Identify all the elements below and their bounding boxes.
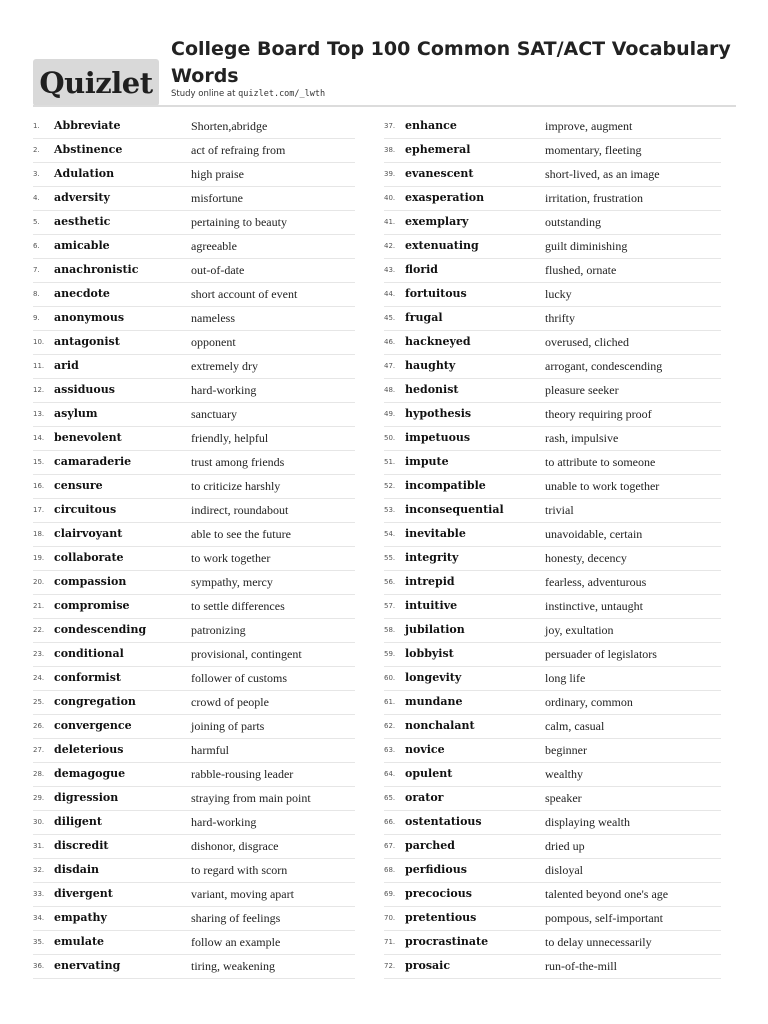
vocab-row: [384, 211, 721, 235]
vocab-definition: unavoidable, certain: [545, 527, 643, 541]
entry-number: 34.: [33, 914, 45, 922]
vocab-term: deleterious: [54, 743, 124, 756]
vocab-definition: follow an example: [191, 935, 281, 949]
vocab-row: [33, 715, 355, 739]
vocab-term: enervating: [54, 959, 121, 972]
vocab-definition: thrifty: [545, 311, 575, 325]
vocab-row: [33, 379, 355, 403]
quizlet-logo[interactable]: [33, 59, 159, 106]
vocab-term: anachronistic: [54, 263, 139, 276]
entry-number: 25.: [33, 698, 45, 706]
entry-number: 71.: [384, 938, 396, 946]
vocab-term: Abstinence: [54, 143, 123, 156]
vocab-row: [33, 163, 355, 187]
vocab-definition: harmful: [191, 743, 229, 757]
entry-number: 45.: [384, 314, 396, 322]
entry-number: 6.: [33, 242, 40, 250]
vocab-row: [33, 115, 355, 139]
vocab-term: impute: [405, 455, 449, 468]
entry-number: 66.: [384, 818, 396, 826]
vocab-row: [33, 139, 355, 163]
vocab-row: [384, 931, 721, 955]
vocab-row: [384, 907, 721, 931]
vocab-term: camaraderie: [54, 455, 132, 468]
vocab-definition: dried up: [545, 839, 585, 853]
vocab-term: assiduous: [54, 383, 115, 396]
vocab-definition: to settle differences: [191, 599, 285, 613]
vocab-term: circuitous: [54, 503, 117, 516]
entry-number: 46.: [384, 338, 396, 346]
entry-number: 48.: [384, 386, 396, 394]
vocab-term: intuitive: [405, 599, 458, 612]
entry-number: 28.: [33, 770, 45, 778]
vocab-row: [384, 139, 721, 163]
vocab-definition: theory requiring proof: [545, 407, 652, 421]
vocab-row: [33, 883, 355, 907]
vocab-row: [33, 787, 355, 811]
vocab-term: empathy: [54, 911, 107, 924]
entry-number: 40.: [384, 194, 396, 202]
study-url-link[interactable]: quizlet.com/_lwth: [238, 89, 326, 99]
vocab-definition: friendly, helpful: [191, 431, 269, 445]
vocab-row: [384, 643, 721, 667]
vocab-definition: act of refraing from: [191, 143, 286, 157]
vocab-row: [384, 283, 721, 307]
vocab-row: [33, 211, 355, 235]
vocab-term: integrity: [405, 551, 459, 564]
vocab-row: [384, 427, 721, 451]
vocab-list-left: [33, 115, 355, 979]
vocab-definition: indirect, roundabout: [191, 503, 289, 517]
vocab-term: enhance: [405, 119, 457, 132]
vocab-row: [384, 235, 721, 259]
vocab-definition: joining of parts: [191, 719, 265, 733]
vocab-term: jubilation: [405, 623, 465, 636]
vocab-definition: outstanding: [545, 215, 601, 229]
vocab-definition: guilt diminishing: [545, 239, 628, 253]
vocab-term: fortuitous: [405, 287, 467, 300]
vocab-definition: short account of event: [191, 287, 298, 301]
vocab-row: [384, 667, 721, 691]
vocab-row: [33, 643, 355, 667]
vocab-row: [33, 811, 355, 835]
vocab-definition: straying from main point: [191, 791, 311, 805]
vocab-definition: long life: [545, 671, 586, 685]
vocab-row: [384, 787, 721, 811]
vocab-row: [33, 403, 355, 427]
vocab-term: hedonist: [405, 383, 459, 396]
vocab-definition: hard-working: [191, 383, 257, 397]
vocab-definition: run-of-the-mill: [545, 959, 617, 973]
vocab-row: [384, 259, 721, 283]
entry-number: 41.: [384, 218, 396, 226]
entry-number: 51.: [384, 458, 396, 466]
vocab-term: lobbyist: [405, 647, 454, 660]
vocab-term: evanescent: [405, 167, 474, 180]
vocab-term: anecdote: [54, 287, 110, 300]
vocab-term: hackneyed: [405, 335, 471, 348]
vocab-row: [33, 187, 355, 211]
vocab-definition: crowd of people: [191, 695, 269, 709]
entry-number: 58.: [384, 626, 396, 634]
vocab-row: [384, 379, 721, 403]
vocab-term: clairvoyant: [54, 527, 123, 540]
vocab-term: conformist: [54, 671, 121, 684]
vocab-definition: rabble-rousing leader: [191, 767, 294, 781]
vocab-term: perfidious: [405, 863, 467, 876]
vocab-term: compassion: [54, 575, 127, 588]
vocab-definition: pleasure seeker: [545, 383, 619, 397]
vocab-definition: to attribute to someone: [545, 455, 656, 469]
entry-number: 52.: [384, 482, 396, 490]
entry-number: 14.: [33, 434, 45, 442]
vocab-term: adversity: [54, 191, 110, 204]
vocab-row: [384, 403, 721, 427]
logo-text: Quizlet: [39, 65, 153, 100]
vocab-row: [384, 811, 721, 835]
entry-number: 29.: [33, 794, 45, 802]
vocab-term: anonymous: [54, 311, 125, 324]
vocab-term: conditional: [54, 647, 124, 660]
entry-number: 24.: [33, 674, 45, 682]
vocab-definition: to work together: [191, 551, 271, 565]
vocab-term: florid: [405, 263, 438, 276]
entry-number: 70.: [384, 914, 396, 922]
vocab-term: discredit: [54, 839, 109, 852]
vocab-definition: able to see the future: [191, 527, 291, 541]
vocab-term: impetuous: [405, 431, 471, 444]
entry-number: 50.: [384, 434, 396, 442]
vocab-definition: to delay unnecessarily: [545, 935, 652, 949]
vocab-definition: persuader of legislators: [545, 647, 657, 661]
vocab-term: frugal: [405, 311, 443, 324]
entry-number: 39.: [384, 170, 396, 178]
vocab-list-right: [384, 115, 721, 979]
vocab-definition: provisional, contingent: [191, 647, 302, 661]
entry-number: 9.: [33, 314, 40, 322]
vocab-term: amicable: [54, 239, 110, 252]
vocab-definition: Shorten,abridge: [191, 119, 268, 133]
vocab-row: [33, 283, 355, 307]
entry-number: 32.: [33, 866, 45, 874]
entry-number: 18.: [33, 530, 45, 538]
vocab-term: collaborate: [54, 551, 124, 564]
vocab-definition: patronizing: [191, 623, 246, 637]
header-divider: [33, 105, 736, 107]
vocab-term: pretentious: [405, 911, 477, 924]
vocab-term: haughty: [405, 359, 456, 372]
vocab-row: [33, 931, 355, 955]
entry-number: 62.: [384, 722, 396, 730]
vocab-definition: arrogant, condescending: [545, 359, 663, 373]
vocab-row: [33, 691, 355, 715]
vocab-term: divergent: [54, 887, 113, 900]
vocab-term: prosaic: [405, 959, 451, 972]
vocab-definition: wealthy: [545, 767, 583, 781]
vocab-row: [384, 475, 721, 499]
entry-number: 15.: [33, 458, 45, 466]
vocab-term: condescending: [54, 623, 147, 636]
vocab-row: [384, 187, 721, 211]
vocab-term: intrepid: [405, 575, 455, 588]
vocab-definition: sanctuary: [191, 407, 237, 421]
vocab-term: disdain: [54, 863, 100, 876]
vocab-term: ostentatious: [405, 815, 482, 828]
entry-number: 12.: [33, 386, 45, 394]
vocab-definition: trust among friends: [191, 455, 285, 469]
vocab-definition: beginner: [545, 743, 587, 757]
vocab-row: [384, 307, 721, 331]
entry-number: 43.: [384, 266, 396, 274]
vocab-term: exasperation: [405, 191, 485, 204]
vocab-definition: speaker: [545, 791, 582, 805]
vocab-term: extenuating: [405, 239, 479, 252]
vocab-term: antagonist: [54, 335, 120, 348]
entry-number: 13.: [33, 410, 45, 418]
entry-number: 19.: [33, 554, 45, 562]
vocab-row: [33, 475, 355, 499]
study-online-line: [171, 89, 325, 99]
entry-number: 49.: [384, 410, 396, 418]
entry-number: 2.: [33, 146, 40, 154]
vocab-row: [384, 331, 721, 355]
vocab-term: benevolent: [54, 431, 122, 444]
vocab-row: [384, 691, 721, 715]
vocab-definition: to regard with scorn: [191, 863, 288, 877]
vocab-term: censure: [54, 479, 103, 492]
entry-number: 42.: [384, 242, 396, 250]
entry-number: 1.: [33, 122, 40, 130]
entry-number: 31.: [33, 842, 45, 850]
vocab-definition: joy, exultation: [545, 623, 614, 637]
entry-number: 33.: [33, 890, 45, 898]
vocab-term: opulent: [405, 767, 453, 780]
vocab-definition: short-lived, as an image: [545, 167, 660, 181]
vocab-row: [384, 355, 721, 379]
vocab-term: demagogue: [54, 767, 126, 780]
vocab-row: [384, 835, 721, 859]
vocab-row: [384, 115, 721, 139]
vocab-definition: nameless: [191, 311, 235, 325]
vocab-definition: displaying wealth: [545, 815, 630, 829]
vocab-term: arid: [54, 359, 79, 372]
vocab-row: [33, 235, 355, 259]
entry-number: 64.: [384, 770, 396, 778]
vocab-row: [33, 499, 355, 523]
entry-number: 11.: [33, 362, 45, 370]
vocab-definition: momentary, fleeting: [545, 143, 642, 157]
vocab-row: [33, 547, 355, 571]
entry-number: 30.: [33, 818, 45, 826]
vocab-row: [384, 883, 721, 907]
entry-number: 37.: [384, 122, 396, 130]
entry-number: 36.: [33, 962, 45, 970]
vocab-definition: overused, cliched: [545, 335, 629, 349]
entry-number: 44.: [384, 290, 396, 298]
vocab-row: [384, 715, 721, 739]
entry-number: 63.: [384, 746, 396, 754]
vocab-row: [384, 499, 721, 523]
entry-number: 54.: [384, 530, 396, 538]
vocab-term: congregation: [54, 695, 136, 708]
vocab-definition: fearless, adventurous: [545, 575, 647, 589]
entry-number: 27.: [33, 746, 45, 754]
vocab-row: [33, 763, 355, 787]
vocab-term: ephemeral: [405, 143, 471, 156]
vocab-definition: tiring, weakening: [191, 959, 275, 973]
vocab-row: [384, 571, 721, 595]
vocab-row: [33, 739, 355, 763]
entry-number: 61.: [384, 698, 396, 706]
vocab-definition: flushed, ornate: [545, 263, 617, 277]
vocab-row: [384, 955, 721, 979]
vocab-term: aesthetic: [54, 215, 111, 228]
entry-number: 57.: [384, 602, 396, 610]
entry-number: 56.: [384, 578, 396, 586]
vocab-row: [33, 907, 355, 931]
vocab-term: inconsequential: [405, 503, 504, 516]
entry-number: 3.: [33, 170, 40, 178]
vocab-term: procrastinate: [405, 935, 489, 948]
vocab-row: [384, 163, 721, 187]
entry-number: 7.: [33, 266, 40, 274]
entry-number: 65.: [384, 794, 396, 802]
vocab-definition: ordinary, common: [545, 695, 633, 709]
vocab-term: hypothesis: [405, 407, 472, 420]
vocab-row: [33, 427, 355, 451]
vocab-row: [33, 667, 355, 691]
vocab-term: diligent: [54, 815, 102, 828]
vocab-definition: instinctive, untaught: [545, 599, 643, 613]
vocab-term: digression: [54, 791, 119, 804]
vocab-row: [33, 355, 355, 379]
vocab-row: [33, 307, 355, 331]
vocab-row: [384, 547, 721, 571]
vocab-row: [384, 595, 721, 619]
vocab-row: [384, 739, 721, 763]
vocab-definition: opponent: [191, 335, 236, 349]
entry-number: 68.: [384, 866, 396, 874]
study-prefix: Study online at: [171, 89, 239, 99]
vocab-definition: disloyal: [545, 863, 583, 877]
vocab-term: compromise: [54, 599, 130, 612]
vocab-row: [384, 619, 721, 643]
vocab-row: [33, 571, 355, 595]
vocab-row: [33, 619, 355, 643]
entry-number: 55.: [384, 554, 396, 562]
entry-number: 38.: [384, 146, 396, 154]
vocab-term: mundane: [405, 695, 463, 708]
entry-number: 35.: [33, 938, 45, 946]
vocab-definition: hard-working: [191, 815, 257, 829]
vocab-definition: pertaining to beauty: [191, 215, 287, 229]
entry-number: 53.: [384, 506, 396, 514]
entry-number: 10.: [33, 338, 45, 346]
vocab-row: [33, 595, 355, 619]
vocab-row: [384, 859, 721, 883]
vocab-term: orator: [405, 791, 444, 804]
vocab-definition: unable to work together: [545, 479, 660, 493]
vocab-term: parched: [405, 839, 455, 852]
entry-number: 69.: [384, 890, 396, 898]
vocab-definition: sharing of feelings: [191, 911, 281, 925]
vocab-term: Adulation: [54, 167, 115, 180]
vocab-term: emulate: [54, 935, 105, 948]
vocab-row: [384, 763, 721, 787]
vocab-definition: to criticize harshly: [191, 479, 281, 493]
vocab-definition: extremely dry: [191, 359, 258, 373]
vocab-definition: trivial: [545, 503, 574, 517]
vocab-definition: sympathy, mercy: [191, 575, 273, 589]
vocab-definition: talented beyond one's age: [545, 887, 669, 901]
vocab-definition: agreeable: [191, 239, 237, 253]
vocab-term: exemplary: [405, 215, 469, 228]
vocab-row: [33, 331, 355, 355]
entry-number: 59.: [384, 650, 396, 658]
vocab-term: longevity: [405, 671, 462, 684]
entry-number: 8.: [33, 290, 40, 298]
vocab-row: [33, 451, 355, 475]
entry-number: 5.: [33, 218, 40, 226]
vocab-definition: calm, casual: [545, 719, 605, 733]
entry-number: 26.: [33, 722, 45, 730]
page-title: College Board Top 100 Common SAT/ACT Vocabulary Words: [171, 38, 731, 87]
entry-number: 4.: [33, 194, 40, 202]
vocab-term: inevitable: [405, 527, 466, 540]
vocab-row: [33, 859, 355, 883]
entry-number: 47.: [384, 362, 396, 370]
vocab-definition: irritation, frustration: [545, 191, 643, 205]
vocab-definition: follower of customs: [191, 671, 287, 685]
vocab-definition: pompous, self-important: [545, 911, 663, 925]
vocab-row: [33, 955, 355, 979]
vocab-definition: rash, impulsive: [545, 431, 619, 445]
entry-number: 72.: [384, 962, 396, 970]
vocab-term: nonchalant: [405, 719, 475, 732]
entry-number: 67.: [384, 842, 396, 850]
vocab-definition: improve, augment: [545, 119, 633, 133]
entry-number: 17.: [33, 506, 45, 514]
vocab-term: asylum: [54, 407, 98, 420]
vocab-row: [33, 835, 355, 859]
vocab-term: novice: [405, 743, 445, 756]
vocab-row: [384, 451, 721, 475]
entry-number: 23.: [33, 650, 45, 658]
entry-number: 22.: [33, 626, 45, 634]
vocab-definition: lucky: [545, 287, 572, 301]
vocab-term: incompatible: [405, 479, 486, 492]
vocab-definition: out-of-date: [191, 263, 245, 277]
vocab-term: convergence: [54, 719, 132, 732]
vocab-definition: honesty, decency: [545, 551, 627, 565]
entry-number: 16.: [33, 482, 45, 490]
entry-number: 20.: [33, 578, 45, 586]
vocab-definition: high praise: [191, 167, 244, 181]
vocab-definition: misfortune: [191, 191, 243, 205]
vocab-row: [33, 259, 355, 283]
vocab-definition: variant, moving apart: [191, 887, 294, 901]
entry-number: 60.: [384, 674, 396, 682]
vocab-row: [384, 523, 721, 547]
vocab-term: precocious: [405, 887, 472, 900]
entry-number: 21.: [33, 602, 45, 610]
vocab-row: [33, 523, 355, 547]
vocab-term: Abbreviate: [54, 119, 121, 132]
vocab-definition: dishonor, disgrace: [191, 839, 279, 853]
